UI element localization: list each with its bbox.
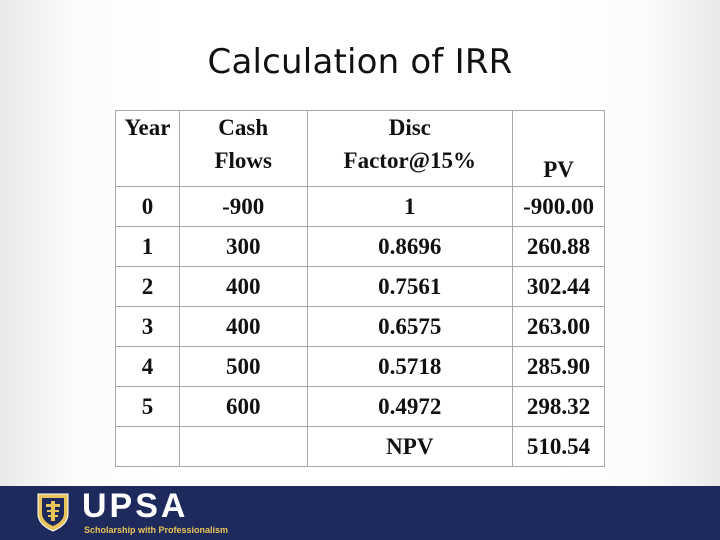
- npv-row: [116, 427, 605, 467]
- cell-disc-factor: 1: [307, 187, 513, 227]
- cell-disc-factor: 0.4972: [307, 387, 513, 427]
- footer-bar: [0, 486, 720, 540]
- cell-year: 1: [116, 227, 180, 267]
- cell-pv: 302.44: [513, 267, 605, 307]
- slide-title: Calculation of IRR: [207, 42, 513, 82]
- table-row: [116, 267, 605, 307]
- cell-year: 0: [116, 187, 180, 227]
- header-cash-line2: Flows: [214, 148, 272, 173]
- cell-cash-flow: -900: [179, 187, 307, 227]
- table-row: [116, 307, 605, 347]
- table-row: [116, 347, 605, 387]
- upsa-crest-icon: [36, 492, 70, 532]
- cell-pv: 298.32: [513, 387, 605, 427]
- cell-cash-flow-empty: [179, 427, 307, 467]
- npv-value: 510.54: [513, 427, 605, 467]
- cell-cash-flow: 600: [179, 387, 307, 427]
- irr-table: [115, 110, 605, 467]
- cell-disc-factor: 0.5718: [307, 347, 513, 387]
- cell-disc-factor: 0.6575: [307, 307, 513, 347]
- table-row: [116, 387, 605, 427]
- cell-year: 4: [116, 347, 180, 387]
- cell-year: 3: [116, 307, 180, 347]
- header-disc-line1: Disc: [388, 115, 431, 140]
- header-disc-factor: [307, 111, 513, 187]
- cell-disc-factor: 0.7561: [307, 267, 513, 307]
- table-row: [116, 187, 605, 227]
- header-disc-line2: Factor@15%: [343, 148, 477, 173]
- header-pv: PV: [513, 111, 605, 187]
- cell-year: 5: [116, 387, 180, 427]
- cell-cash-flow: 500: [179, 347, 307, 387]
- cell-pv: 263.00: [513, 307, 605, 347]
- cell-year-empty: [116, 427, 180, 467]
- header-cash-flows: [179, 111, 307, 187]
- cell-cash-flow: 300: [179, 227, 307, 267]
- cell-cash-flow: 400: [179, 307, 307, 347]
- table-row: [116, 227, 605, 267]
- footer-tagline: Scholarship with Professionalism: [84, 525, 229, 535]
- header-cash-line1: Cash: [218, 115, 269, 140]
- cell-year: 2: [116, 267, 180, 307]
- cell-cash-flow: 400: [179, 267, 307, 307]
- npv-label: NPV: [307, 427, 513, 467]
- cell-pv: 285.90: [513, 347, 605, 387]
- cell-disc-factor: 0.8696: [307, 227, 513, 267]
- table-header-row: [116, 111, 605, 187]
- cell-pv: -900.00: [513, 187, 605, 227]
- footer-brand: UPSA: [82, 487, 189, 525]
- cell-pv: 260.88: [513, 227, 605, 267]
- header-year: Year: [116, 111, 180, 187]
